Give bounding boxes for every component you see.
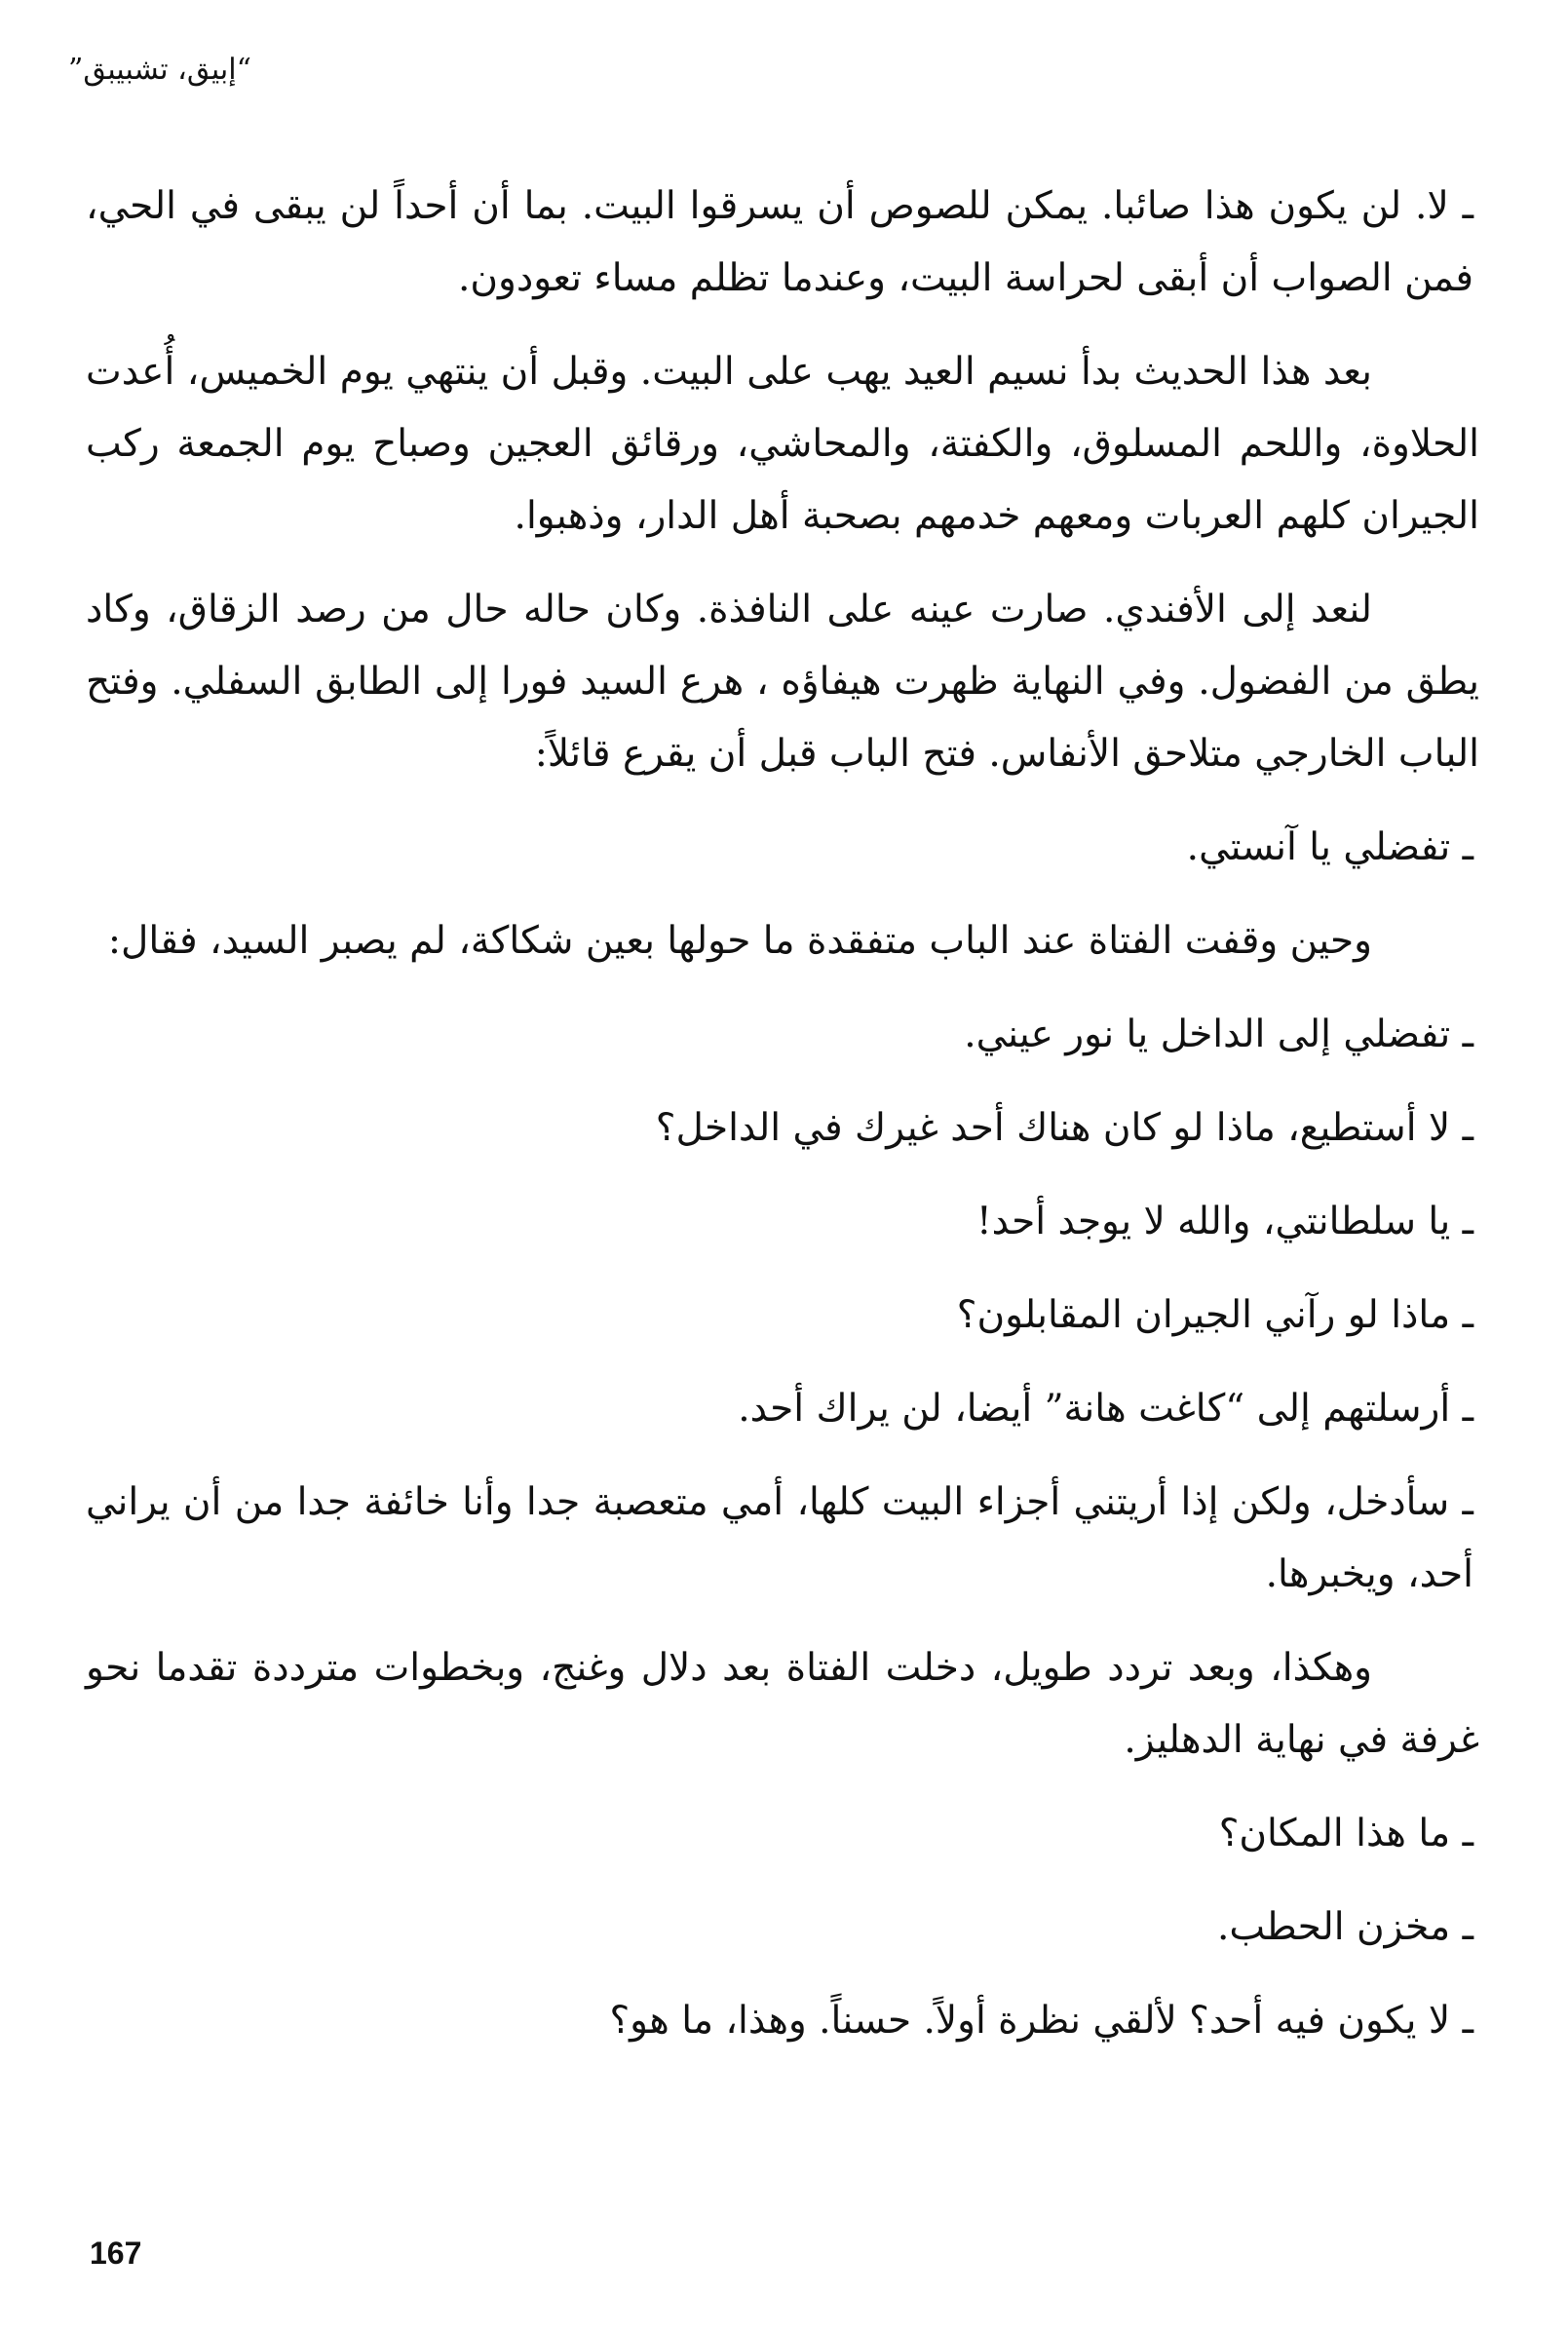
paragraph: وحين وقفت الفتاة عند الباب متفقدة ما حولها بعين شكاكة، لم يصبر السيد، فقال: [107, 919, 1372, 963]
running-head: “إبيق، تشبيبق” [68, 53, 251, 87]
dialogue-line: ـ لا. لن يكون هذا صائبا. يمكن للصوص أن يسرقوا البيت. بما أن أحداً لن يبقى في الحي، فمن الصواب أن أبقى لحراسة البيت، وعندما تظلم مساء تعودون. [86, 184, 1473, 300]
body-text [86, 171, 1479, 2079]
dialogue-line: ـ أرسلتهم إلى “كاغت هانة” أيضا، لن يراك أحد. [738, 1387, 1473, 1431]
dialogue-line: ـ مخزن الحطب. [1216, 1905, 1473, 1949]
dialogue-line: ـ ماذا لو رآني الجيران المقابلون؟ [956, 1293, 1473, 1337]
paragraph: بعد هذا الحديث بدأ نسيم العيد يهب على البيت. وقبل أن ينتهي يوم الخميس، أُعدت الحلاوة، واللحم المسلوق، والكفتة، والمحاشي، ورقائق العجين وصباح يوم الجمعة ركب الجيران كلهم العربات ومعهم خدمهم بصحبة أهل الدار، وذهبوا. [86, 350, 1479, 538]
paragraph: لنعد إلى الأفندي. صارت عينه على النافذة. وكان حاله حال من رصد الزقاق، وكاد يطق من الفضول. وفي النهاية ظهرت هيفاؤه ، هرع السيد فورا إلى الطابق السفلي. وفتح الباب الخارجي متلاحق الأنفاس. فتح الباب قبل أن يقرع قائلاً: [86, 588, 1479, 776]
dialogue-line: ـ تفضلي يا آنستي. [1186, 825, 1473, 869]
dialogue-line: ـ لا يكون فيه أحد؟ لألقي نظرة أولاً. حسناً. وهذا، ما هو؟ [609, 1999, 1473, 2043]
dialogue-line: ـ تفضلي إلى الداخل يا نور عيني. [964, 1013, 1473, 1056]
dialogue-line: ـ لا أستطيع، ماذا لو كان هناك أحد غيرك في الداخل؟ [655, 1106, 1473, 1150]
page-number: 167 [90, 2236, 142, 2271]
paragraph: وهكذا، وبعد تردد طويل، دخلت الفتاة بعد دلال وغنج، وبخطوات مترددة تقدما نحو غرفة في نهاية الدهليز. [86, 1646, 1479, 1762]
dialogue-line: ـ ما هذا المكان؟ [1218, 1812, 1473, 1855]
dialogue-line: ـ سأدخل، ولكن إذا أريتني أجزاء البيت كلها، أمي متعصبة جدا وأنا خائفة جدا من أن يراني أحد، ويخبرها. [86, 1480, 1473, 1596]
dialogue-line: ـ يا سلطانتي، والله لا يوجد أحد! [975, 1200, 1473, 1243]
